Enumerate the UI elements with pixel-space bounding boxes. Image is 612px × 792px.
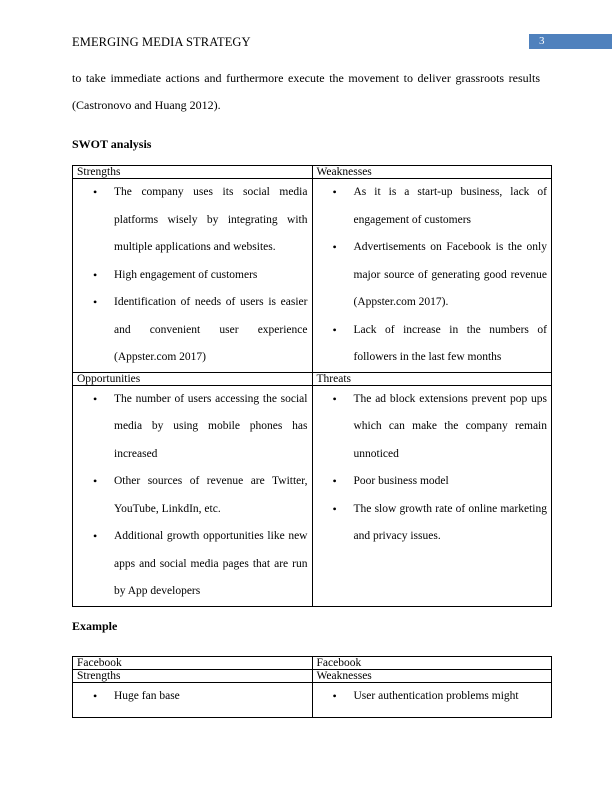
threat-item: • The slow growth rate of online marketing and privacy issues. — [354, 496, 548, 551]
example-table — [72, 656, 552, 718]
example-weaknesses-header: Weaknesses — [312, 670, 552, 683]
example-heading: Example — [72, 619, 118, 633]
swot-table — [72, 165, 552, 607]
strengths-header: Strengths — [73, 166, 313, 179]
threats-cell — [312, 385, 552, 606]
weaknesses-cell — [312, 179, 552, 373]
opportunity-item: • The number of users accessing the social media by using mobile phones has increased — [114, 386, 308, 469]
example-col2-title: Facebook — [312, 657, 552, 670]
strengths-cell — [73, 179, 313, 373]
weakness-item: • Advertisements on Facebook is the only major source of generating good revenue (Appster.com 2017). — [354, 234, 548, 317]
opportunity-item: • Additional growth opportunities like new apps and social media pages that are run by App developers — [114, 523, 308, 606]
example-strengths-cell — [73, 683, 313, 718]
example-col1-title: Facebook — [73, 657, 313, 670]
opportunity-item: • Other sources of revenue are Twitter, YouTube, LinkdIn, etc. — [114, 468, 308, 523]
example-weakness-item: • User authentication problems might — [354, 683, 548, 711]
running-header-title: EMERGING MEDIA STRATEGY — [72, 35, 251, 49]
strength-item: • High engagement of customers — [114, 262, 308, 290]
swot-heading: SWOT analysis — [72, 137, 152, 151]
opportunities-header: Opportunities — [73, 372, 313, 385]
weaknesses-header: Weaknesses — [312, 166, 552, 179]
strength-item: • Identification of needs of users is easier and convenient user experience (Appster.com 2017) — [114, 289, 308, 372]
threat-item: • Poor business model — [354, 468, 548, 496]
opportunities-cell — [73, 385, 313, 606]
threat-item: • The ad block extensions prevent pop ups which can make the company remain unnoticed — [354, 386, 548, 469]
page-number: 3 — [539, 35, 545, 47]
example-strengths-header: Strengths — [73, 670, 313, 683]
page-number-badge — [529, 34, 612, 49]
threats-header: Threats — [312, 372, 552, 385]
weakness-item: • Lack of increase in the numbers of followers in the last few months — [354, 317, 548, 372]
example-weaknesses-cell — [312, 683, 552, 718]
example-strength-item: • Huge fan base — [114, 683, 308, 711]
intro-line-2: (Castronovo and Huang 2012). — [72, 98, 221, 112]
weakness-item: • As it is a start-up business, lack of engagement of customers — [354, 179, 548, 234]
intro-line-1: to take immediate actions and furthermore execute the movement to deliver grassroots results — [72, 71, 540, 85]
strength-item: • The company uses its social media platforms wisely by integrating with multiple applications and websites. — [114, 179, 308, 262]
